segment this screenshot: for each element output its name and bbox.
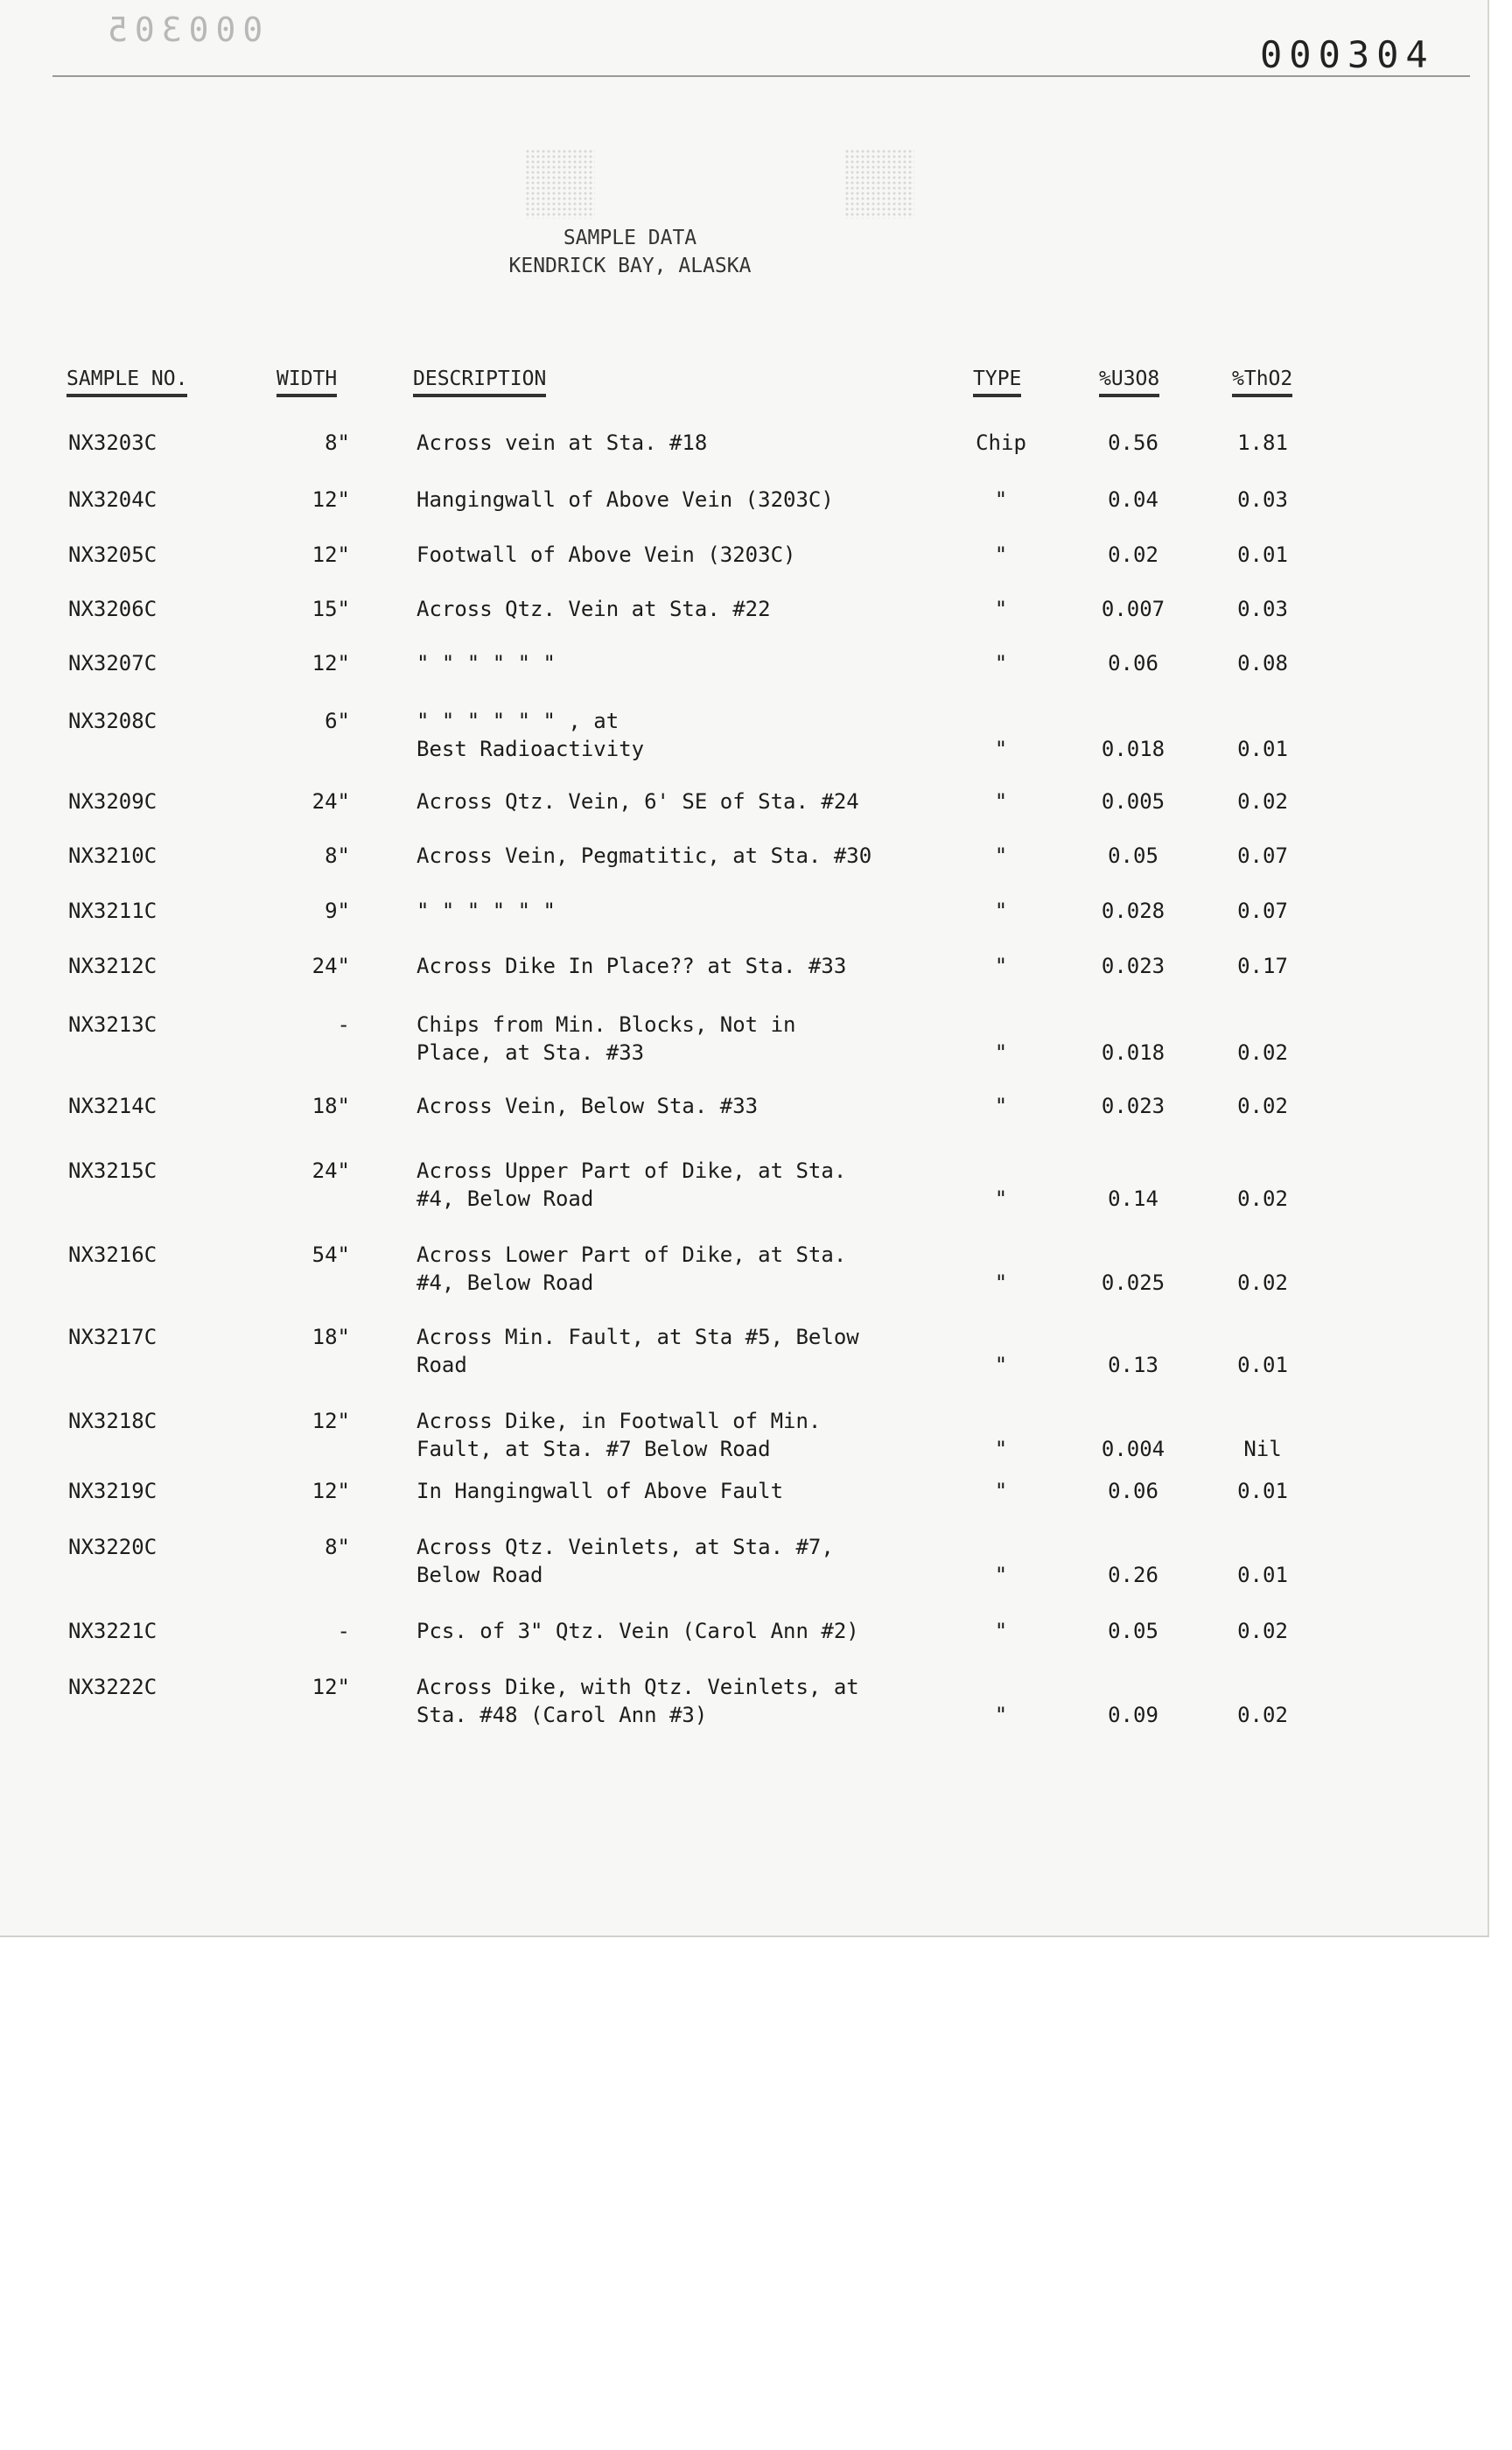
- type-cell: ": [994, 487, 1008, 512]
- description-cell: Hangingwall of Above Vein (3203C): [416, 487, 834, 512]
- width-cell: 24": [312, 789, 350, 814]
- type-cell: ": [994, 789, 1008, 814]
- type-cell: ": [994, 1479, 1008, 1503]
- bleed-through-page-number: 000305: [101, 10, 263, 49]
- type-cell: ": [994, 597, 1008, 621]
- tho2-cell: 0.01: [1237, 737, 1288, 761]
- description-cell: Across Lower Part of Dike, at Sta.: [416, 1242, 847, 1267]
- width-cell: 6": [325, 709, 350, 733]
- document-title: [490, 224, 770, 280]
- tho2-cell: 0.07: [1237, 899, 1288, 923]
- u3o8-cell: 0.028: [1101, 899, 1166, 923]
- sample-no-cell: NX3212C: [68, 954, 158, 978]
- description-cell: Across Dike In Place?? at Sta. #33: [416, 954, 847, 978]
- sample-no-cell: NX3208C: [68, 709, 158, 733]
- width-cell: 15": [312, 597, 350, 621]
- type-cell: ": [994, 1703, 1008, 1727]
- u3o8-cell: 0.26: [1108, 1563, 1158, 1587]
- u3o8-cell: 0.06: [1108, 1479, 1158, 1503]
- description-cell: " " " " " ": [416, 651, 556, 676]
- u3o8-cell: 0.13: [1108, 1353, 1158, 1377]
- type-cell: ": [994, 1094, 1008, 1118]
- width-cell: 24": [312, 954, 350, 978]
- type-cell: ": [994, 1040, 1008, 1065]
- faded-stamp-right: [844, 149, 914, 219]
- description-cell: In Hangingwall of Above Fault: [416, 1479, 784, 1503]
- sample-no-cell: NX3207C: [68, 651, 158, 676]
- sample-no-cell: NX3214C: [68, 1094, 158, 1118]
- width-cell: 12": [312, 487, 350, 512]
- description-cell: " " " " " " , at: [416, 709, 620, 733]
- description-cell-line-2: Best Radioactivity: [416, 737, 645, 761]
- description-cell: Pcs. of 3" Qtz. Vein (Carol Ann #2): [416, 1619, 859, 1643]
- sample-no-cell: NX3216C: [68, 1242, 158, 1267]
- tho2-cell: 0.17: [1237, 954, 1288, 978]
- top-rule: [52, 75, 1470, 77]
- sample-no-cell: NX3218C: [68, 1409, 158, 1433]
- sample-no-cell: NX3205C: [68, 542, 158, 567]
- type-cell: ": [994, 1437, 1008, 1461]
- sample-no-cell: NX3209C: [68, 789, 158, 814]
- sample-no-cell: NX3220C: [68, 1535, 158, 1559]
- u3o8-cell: 0.018: [1101, 1040, 1166, 1065]
- title-line-1: SAMPLE DATA: [563, 227, 697, 249]
- tho2-cell: 0.08: [1237, 651, 1288, 676]
- u3o8-cell: 0.05: [1108, 1619, 1158, 1643]
- description-cell: Across Dike, in Footwall of Min.: [416, 1409, 822, 1433]
- tho2-cell: 0.02: [1237, 1094, 1288, 1118]
- type-cell: ": [994, 1186, 1008, 1211]
- width-cell: 12": [312, 1409, 350, 1433]
- description-cell: Footwall of Above Vein (3203C): [416, 542, 796, 567]
- tho2-cell: 1.81: [1237, 430, 1288, 455]
- width-cell: 18": [312, 1094, 350, 1118]
- sample-no-cell: NX3217C: [68, 1325, 158, 1349]
- u3o8-cell: 0.023: [1101, 1094, 1166, 1118]
- u3o8-cell: 0.02: [1108, 542, 1158, 567]
- width-cell: 54": [312, 1242, 350, 1267]
- u3o8-cell: 0.14: [1108, 1186, 1158, 1211]
- u3o8-cell: 0.06: [1108, 651, 1158, 676]
- u3o8-cell: 0.023: [1101, 954, 1166, 978]
- width-cell: 18": [312, 1325, 350, 1349]
- description-cell: " " " " " ": [416, 899, 556, 923]
- faded-stamp-left: [525, 149, 595, 219]
- description-cell-line-2: #4, Below Road: [416, 1270, 594, 1295]
- type-cell: ": [994, 1353, 1008, 1377]
- u3o8-cell: 0.007: [1101, 597, 1166, 621]
- type-cell: ": [994, 737, 1008, 761]
- sample-no-cell: NX3221C: [68, 1619, 158, 1643]
- header-sample-no: SAMPLE NO.: [66, 368, 187, 397]
- description-cell: Across Qtz. Vein, 6' SE of Sta. #24: [416, 789, 859, 814]
- width-cell: -: [337, 1619, 350, 1643]
- u3o8-cell: 0.025: [1101, 1270, 1166, 1295]
- description-cell-line-2: Place, at Sta. #33: [416, 1040, 645, 1065]
- tho2-cell: 0.01: [1237, 542, 1288, 567]
- type-cell: ": [994, 954, 1008, 978]
- type-cell: ": [994, 542, 1008, 567]
- page-number: 000304: [1260, 33, 1435, 76]
- sample-no-cell: NX3211C: [68, 899, 158, 923]
- width-cell: -: [337, 1012, 350, 1037]
- tho2-cell: 0.02: [1237, 1270, 1288, 1295]
- u3o8-cell: 0.04: [1108, 487, 1158, 512]
- sample-no-cell: NX3203C: [68, 430, 158, 455]
- type-cell: ": [994, 844, 1008, 868]
- width-cell: 8": [325, 844, 350, 868]
- u3o8-cell: 0.005: [1101, 789, 1166, 814]
- sample-no-cell: NX3204C: [68, 487, 158, 512]
- type-cell: ": [994, 1619, 1008, 1643]
- width-cell: 8": [325, 1535, 350, 1559]
- description-cell: Across Upper Part of Dike, at Sta.: [416, 1158, 847, 1183]
- description-cell-line-2: Fault, at Sta. #7 Below Road: [416, 1437, 771, 1461]
- tho2-cell: 0.03: [1237, 487, 1288, 512]
- tho2-cell: Nil: [1243, 1437, 1282, 1461]
- header-tho2: %ThO2: [1232, 368, 1292, 397]
- tho2-cell: 0.01: [1237, 1353, 1288, 1377]
- description-cell: Chips from Min. Blocks, Not in: [416, 1012, 796, 1037]
- width-cell: 9": [325, 899, 350, 923]
- type-cell: ": [994, 1270, 1008, 1295]
- tho2-cell: 0.01: [1237, 1479, 1288, 1503]
- u3o8-cell: 0.004: [1101, 1437, 1166, 1461]
- type-cell: ": [994, 651, 1008, 676]
- description-cell-line-2: Sta. #48 (Carol Ann #3): [416, 1703, 708, 1727]
- u3o8-cell: 0.018: [1101, 737, 1166, 761]
- width-cell: 12": [312, 542, 350, 567]
- description-cell-line-2: Road: [416, 1353, 467, 1377]
- width-cell: 24": [312, 1158, 350, 1183]
- width-cell: 12": [312, 1479, 350, 1503]
- sample-no-cell: NX3213C: [68, 1012, 158, 1037]
- sample-no-cell: NX3215C: [68, 1158, 158, 1183]
- description-cell: Across Min. Fault, at Sta #5, Below: [416, 1325, 859, 1349]
- description-cell: Across Vein, Below Sta. #33: [416, 1094, 759, 1118]
- tho2-cell: 0.02: [1237, 1619, 1288, 1643]
- header-width: WIDTH: [276, 368, 337, 397]
- u3o8-cell: 0.05: [1108, 844, 1158, 868]
- u3o8-cell: 0.09: [1108, 1703, 1158, 1727]
- header-description: DESCRIPTION: [413, 368, 546, 397]
- type-cell: ": [994, 899, 1008, 923]
- u3o8-cell: 0.56: [1108, 430, 1158, 455]
- sample-no-cell: NX3222C: [68, 1675, 158, 1699]
- sample-no-cell: NX3206C: [68, 597, 158, 621]
- tho2-cell: 0.02: [1237, 1703, 1288, 1727]
- tho2-cell: 0.02: [1237, 789, 1288, 814]
- title-line-2: KENDRICK BAY, ALASKA: [508, 255, 752, 277]
- description-cell: Across Qtz. Vein at Sta. #22: [416, 597, 771, 621]
- width-cell: 12": [312, 1675, 350, 1699]
- header-type: TYPE: [973, 368, 1021, 397]
- sample-no-cell: NX3219C: [68, 1479, 158, 1503]
- sample-no-cell: NX3210C: [68, 844, 158, 868]
- type-cell: ": [994, 1563, 1008, 1587]
- header-u3o8: %U3O8: [1099, 368, 1159, 397]
- description-cell: Across Vein, Pegmatitic, at Sta. #30: [416, 844, 872, 868]
- description-cell-line-2: #4, Below Road: [416, 1186, 594, 1211]
- description-cell: Across Qtz. Veinlets, at Sta. #7,: [416, 1535, 834, 1559]
- description-cell: Across Dike, with Qtz. Veinlets, at: [416, 1675, 859, 1699]
- description-cell: Across vein at Sta. #18: [416, 430, 708, 455]
- description-cell-line-2: Below Road: [416, 1563, 543, 1587]
- width-cell: 8": [325, 430, 350, 455]
- tho2-cell: 0.07: [1237, 844, 1288, 868]
- tho2-cell: 0.02: [1237, 1040, 1288, 1065]
- type-cell: Chip: [976, 430, 1026, 455]
- tho2-cell: 0.03: [1237, 597, 1288, 621]
- tho2-cell: 0.01: [1237, 1563, 1288, 1587]
- tho2-cell: 0.02: [1237, 1186, 1288, 1211]
- width-cell: 12": [312, 651, 350, 676]
